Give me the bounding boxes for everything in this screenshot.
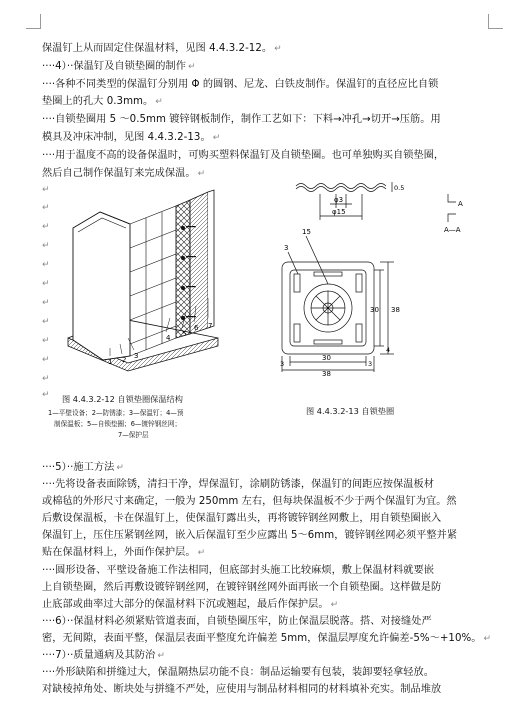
paragraph-mark: ↵ bbox=[42, 279, 50, 289]
dim-label: φ15 bbox=[332, 208, 346, 216]
part-label: 4 bbox=[166, 334, 171, 342]
text-line: ····4）··保温钉及自锁垫圈的制作 ↵ bbox=[42, 61, 196, 72]
paragraph-mark: ↵ bbox=[42, 222, 50, 232]
text-line: ····外形缺陷和拼缝过大，保温隔热层功能不良：制品运输要有包装，装卸要轻拿轻放。 bbox=[42, 667, 434, 678]
paragraph-mark: ↵ bbox=[42, 185, 50, 195]
dim-label: 30 bbox=[370, 306, 379, 314]
figure-legend: 7—保护层 bbox=[118, 431, 149, 439]
paragraph-mark: ↵ bbox=[42, 203, 50, 213]
text-line: ····6）··保温材料必须紧贴管道表面，自锁垫圈压牢，防止保温层脱落。搭、对接缝处严 bbox=[42, 616, 432, 627]
text-line: 模具及冲床冲制，见图 4.4.3.2-13。 ↵ bbox=[42, 132, 221, 143]
figure-legend: 1—平壁设备；2—防锈漆；3—保温钉；4—预 bbox=[48, 409, 184, 417]
paragraph-mark: ↵ bbox=[42, 374, 50, 384]
crop-mark-top-right bbox=[488, 14, 503, 29]
text-line: 或棉毡的外形尺寸来确定，一般为 250mm 左右，但每块保温板不少于两个保温钉为宜。然 bbox=[42, 496, 457, 507]
dim-label: φ3 bbox=[334, 196, 344, 204]
part-label: 3 bbox=[134, 352, 139, 360]
paragraph-mark: ↵ bbox=[42, 336, 50, 346]
text-line: 垫圈上的孔大 0.3mm。 ↵ bbox=[42, 96, 163, 107]
paragraph-mark: ↵ bbox=[42, 355, 50, 365]
dim-label: 0.5 bbox=[394, 184, 405, 192]
figure-caption: 图 4.4.3.2-12 自锁垫圈保温结构 bbox=[62, 394, 183, 404]
text-line: 密，无间隙，表面平整，保温层表面平整度允许偏差 5mm，保温层厚度允许偏差-5%～+10%。 ↵ bbox=[42, 633, 492, 644]
figure-legend: 制保温板；5—自锁垫圈；6—镀锌钢丝网； bbox=[54, 420, 182, 428]
paragraph-mark: ↵ bbox=[42, 390, 50, 400]
figure-caption: 图 4.4.3.2-13 自锁垫圈 bbox=[306, 406, 395, 416]
part-label: 2 bbox=[122, 356, 127, 364]
text-line: 保温钉上，压住压紧钢丝网，嵌入后保温钉至少应露出 5～6mm，镀锌钢丝网必须平整并紧 bbox=[42, 530, 458, 541]
text-line: ····圆形设备、平壁设备施工作法相同，但底部封头施工比较麻烦，敷上保温材料就要嵌 bbox=[42, 565, 434, 576]
text-line: 然后自己制作保温钉来完成保温。 ↵ bbox=[42, 168, 206, 179]
part-label: 7 bbox=[208, 322, 213, 330]
paragraph-mark: ↵ bbox=[42, 241, 50, 251]
text-line: 后敷设保温板，卡在保温钉上，使保温钉露出头，再将镀锌钢丝网敷上，用自锁垫圈嵌入 bbox=[42, 513, 442, 524]
dim-label: 15 bbox=[302, 228, 311, 236]
dim-label: 38 bbox=[391, 306, 400, 314]
text-line: ····先将设备表面除锈，清扫干净，焊保温钉，涂刷防锈漆，保温钉的间距应按保温板材 bbox=[42, 479, 434, 490]
section-label: A bbox=[458, 200, 463, 208]
dim-label: 3 bbox=[284, 244, 289, 252]
text-line: 保温钉上从而固定住保温材料，见图 4.4.3.2-12。 ↵ bbox=[42, 43, 282, 54]
dim-label: 3 bbox=[280, 360, 285, 368]
text-line: ····用于温度不高的设备保温时，可购买塑料保温钉及自锁垫圈。也可单独购买自锁垫圈， bbox=[42, 150, 445, 161]
text-line: 贴在保温材料上，外面作保护层。 ↵ bbox=[42, 547, 206, 558]
text-line: 止底部或曲率过大部分的保温材料下沉或翘起，最后作保护层。 ↵ bbox=[42, 599, 339, 610]
text-line: ····各种不同类型的保温钉分别用 Φ 的圆钢、尼龙、白铁皮制作。保温钉的直径应比自锁 bbox=[42, 79, 439, 90]
part-label: 1 bbox=[108, 358, 113, 366]
paragraph-mark: ↵ bbox=[42, 260, 50, 270]
part-label: 5 bbox=[182, 330, 187, 338]
text-line: 对缺棱掉角处、断块处与拼缝不严处，应使用与制品材料相同的材料填补充实。制品堆放 bbox=[42, 684, 442, 695]
dim-label: 30 bbox=[322, 354, 331, 362]
dim-label: 38 bbox=[322, 370, 331, 378]
text-line: ····5）··施工方法 ↵ bbox=[42, 462, 124, 473]
text-line: ····7）··质量通病及其防治 ↵ bbox=[42, 650, 165, 661]
insulation-structure-figure bbox=[58, 188, 228, 380]
paragraph-mark: ↵ bbox=[42, 317, 50, 327]
dim-label: 3 bbox=[368, 360, 373, 368]
text-line: 上自锁垫圈，然后再敷设镀锌钢丝网，在镀锌钢丝网外面再嵌一个自锁垫圈。这样做是防 bbox=[42, 582, 442, 593]
part-label: 6 bbox=[194, 324, 199, 332]
text-line: ····自锁垫圈用 5 ～0.5mm 镀锌钢板制作，制作工艺如下：下料→冲孔→切开→压筋。用 bbox=[42, 114, 441, 125]
section-label: A—A bbox=[444, 226, 461, 234]
self-locking-washer-figure bbox=[258, 176, 472, 376]
dim-label: 4 bbox=[386, 346, 391, 354]
paragraph-mark: ↵ bbox=[42, 298, 50, 308]
crop-mark-top-left bbox=[26, 14, 41, 29]
